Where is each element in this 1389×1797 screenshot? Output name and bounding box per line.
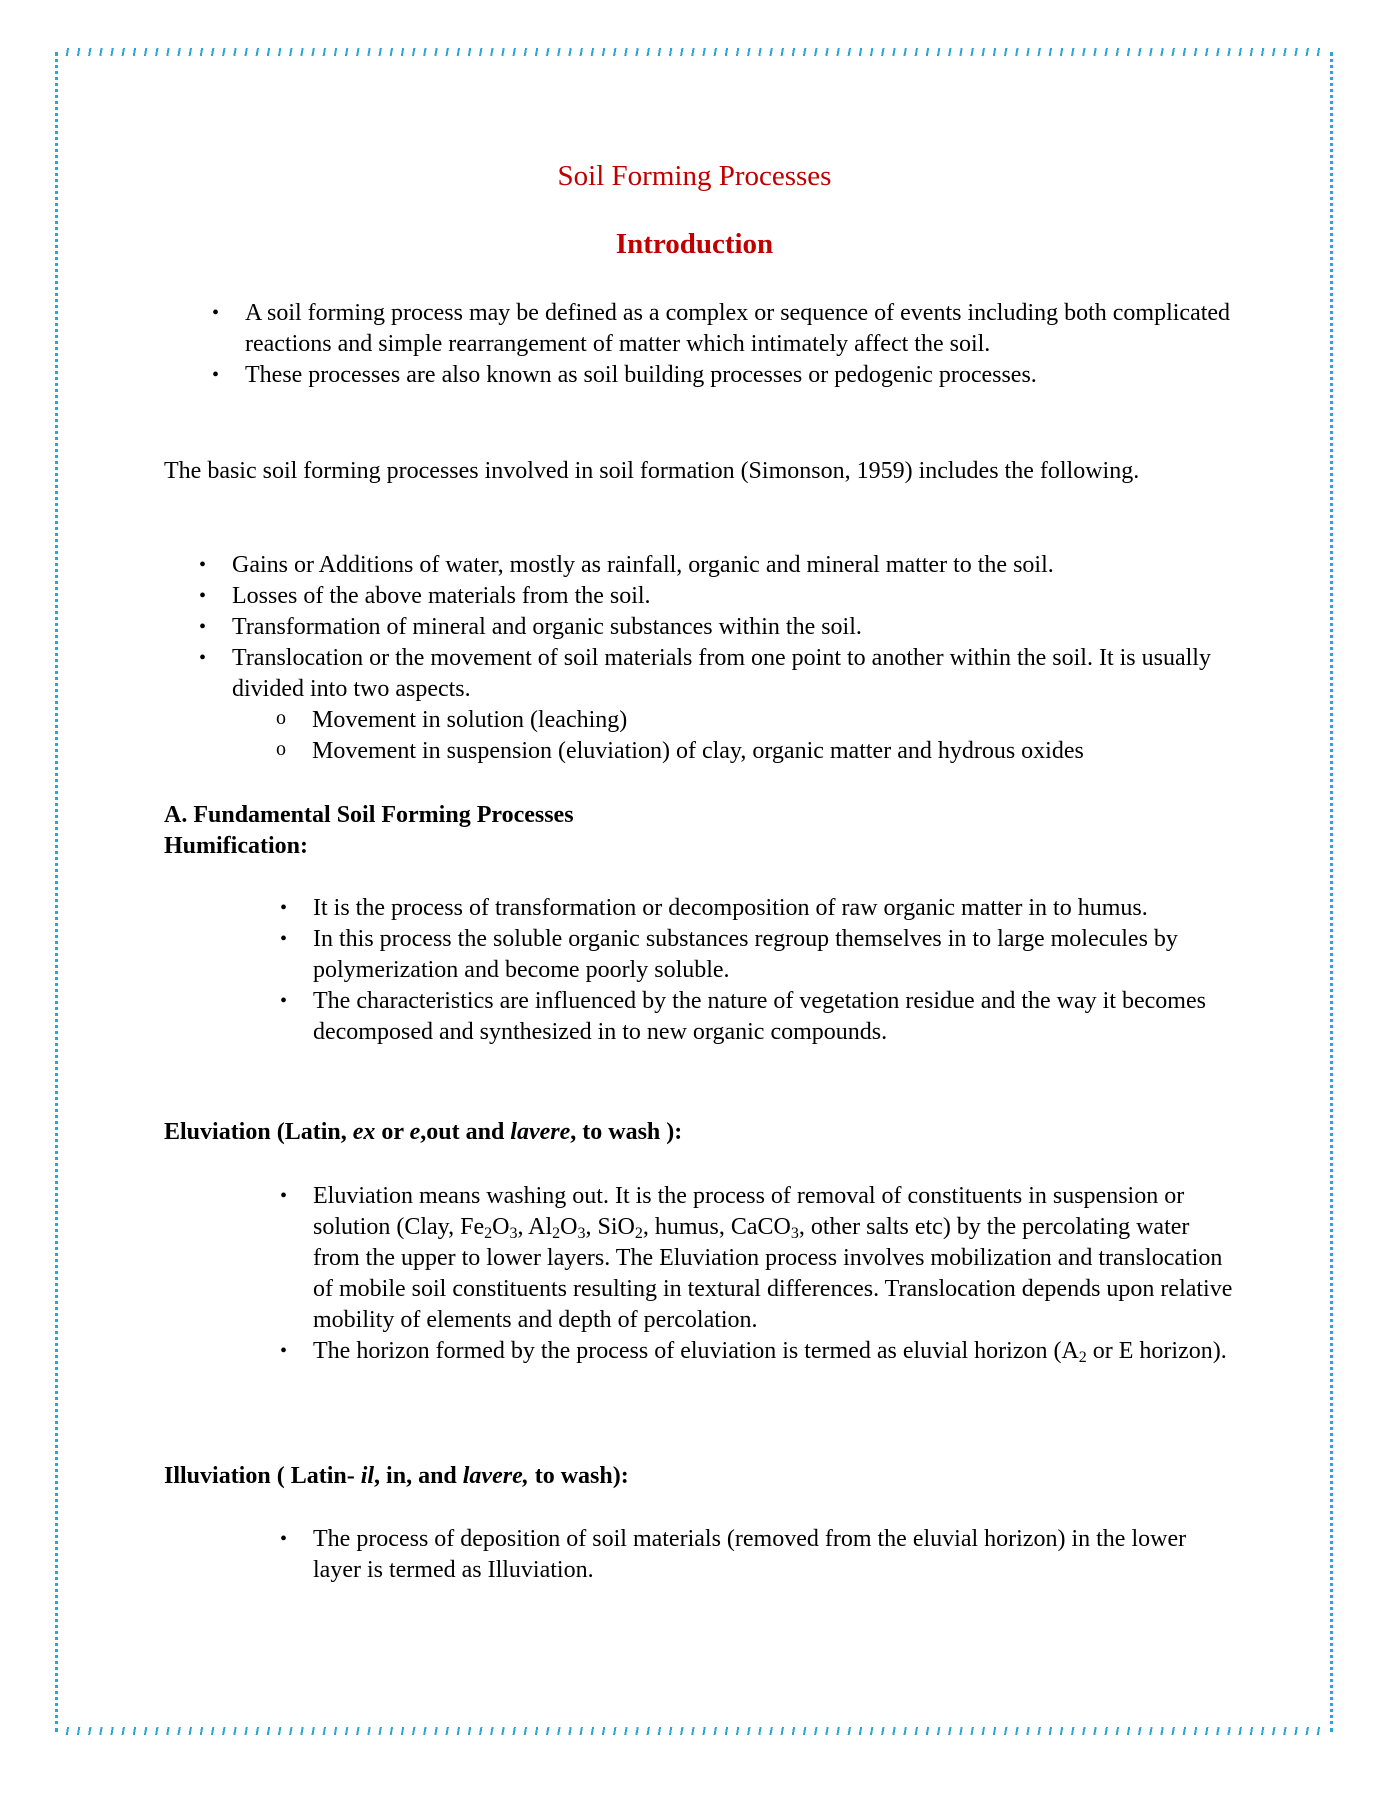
list-item: • Losses of the above materials from the soil. [232,581,1232,612]
list-item: • The characteristics are influenced by the nature of vegetation residue and the way it becomes decomposed and synthesized in to new organic compounds. [280,988,1206,1045]
list-item: • Translocation or the movement of soil materials from one point to another within the soil. It is usually divided into two aspects. [199,645,1211,702]
list-item: • A soil forming process may be defined as a complex or sequence of events including both complicated reactions and simple rearrangement of matter which intimately affect the soil. [212,300,1231,357]
bullet-icon: • [212,364,220,386]
illuviation-heading: Illuviation ( Latin- il, in, and lavere, to wash): [164,1463,629,1489]
bullet-icon: • [280,1528,288,1550]
bullet-icon: • [280,1340,288,1362]
bullet-icon: • [212,302,220,324]
eluviation-heading: Eluviation (Latin, ex or e,out and lavere, to wash ): [164,1119,683,1145]
list-item: • Gains or Additions of water, mostly as rainfall, organic and mineral matter to the soil. [232,550,1232,581]
section-title-introduction: Introduction [615,228,774,260]
circle-bullet-icon: o [276,738,286,760]
list-item: • The horizon formed by the process of eluviation is termed as eluvial horizon ($A_2$ or E horizon). [280,1338,1227,1366]
bullet-icon: • [199,616,207,638]
bullet-icon: • [280,928,288,950]
section-a-heading: A. Fundamental Soil Forming Processes [164,802,574,828]
bullet-icon: • [199,585,207,607]
bullet-icon: • [280,897,288,919]
sub-list-item: o Movement in suspension (eluviation) of clay, organic matter and hydrous oxides [312,736,1232,767]
bullet-icon: • [199,554,207,576]
circle-bullet-icon: o [276,707,286,729]
bullet-icon: • [280,1185,288,1207]
basic-processes-paragraph: The basic soil forming processes involved in soil formation (Simonson, 1959) includes the following. [164,458,1140,484]
eluviation-list [280,1181,1238,1367]
list-item: • The process of deposition of soil materials (removed from the eluvial horizon) in the lower layer is termed as Illuviation. [280,1526,1187,1583]
bullet-icon: • [199,647,207,669]
list-item: • Eluviation means washing out. It is the process of removal of constituents in suspension or solution (Clay, $Fe_2O_3$, $Al_2O_3$, SiO$_2$, humus, CaCO$_3$, other salts etc) by the percolating water from the upper to lower layers. The Eluviation process involves mobilization and translocation of mobile soil constituents resulting in textural differences. Translocation depends upon relative mobility of elements and depth of percolation. [280,1183,1233,1333]
intro-list [212,298,1245,391]
list-item: • It is the process of transformation or decomposition of raw organic matter in to humus. [313,893,1248,924]
page-border-bottom [60,1727,1328,1735]
list-item: • Transformation of mineral and organic substances within the soil. [232,612,1232,643]
basic-processes-list [199,550,1232,767]
illuviation-list [280,1524,1238,1586]
sub-list-item: o Movement in solution (leaching) [312,705,1232,736]
list-item: • These processes are also known as soil building processes or pedogenic processes. [245,360,1245,391]
document-title: Soil Forming Processes [557,160,832,192]
humification-heading: Humification: [164,833,308,859]
humification-list [280,893,1248,1048]
bullet-icon: • [280,990,288,1012]
list-item: • In this process the soluble organic substances regroup themselves in to large molecules by polymerization and become poorly soluble. [280,926,1178,983]
